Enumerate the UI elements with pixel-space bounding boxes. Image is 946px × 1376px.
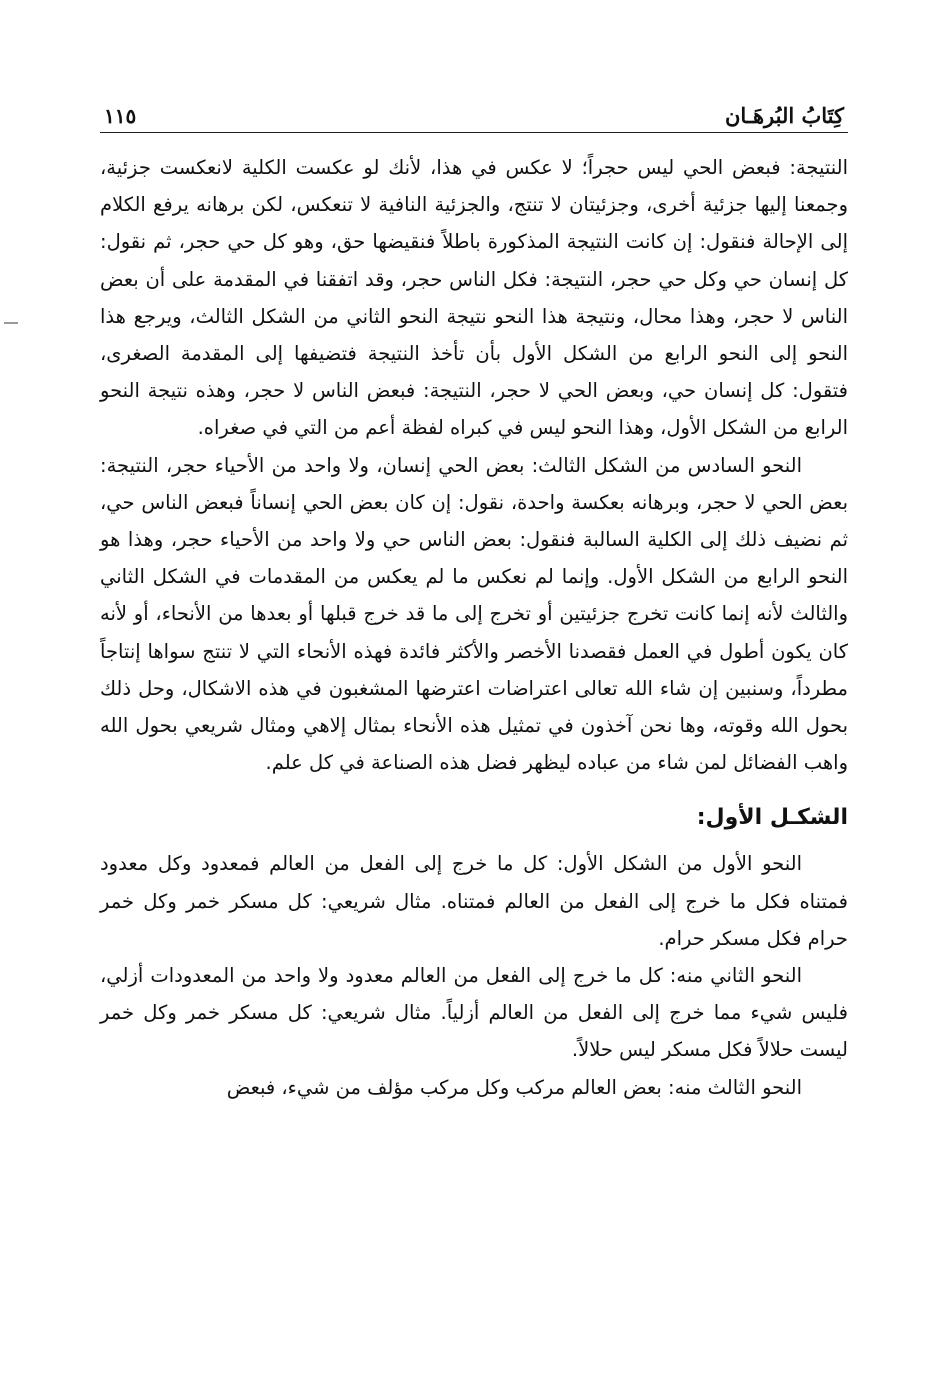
book-page bbox=[100, 84, 848, 1106]
paragraph-second-mood: النحو الثاني منه: كل ما خرج إلى الفعل من العالم معدود ولا واحد من المعدودات أزلي، فليس شيء مما خرج إلى الفعل من العالم أزلياً. مثال شريعي: كل مسكر خمر وكل خمر ليست حلالاً فكل مسكر ليس حلالاً. bbox=[100, 964, 848, 1062]
paragraph-conclusion: النتيجة: فبعض الحي ليس حجراً؛ لا عكس في هذا، لأنك لو عكست الكلية لانعكست جزئية، وجمعنا إليها جزئية أخرى، وجزئيتان لا تنتج، والجزئية النافية لا تنعكس، لكن برهانه يرفع الكلام إلى الإحالة فنقول: إن كانت النتيجة المذكورة باطلاً فنقيضها حق، وهو كل حي حجر، ثم نقول: كل إنسان حي وكل حي حجر، النتيجة: فكل الناس حجر، وقد اتفقنا في المقدمة على أن بعض الناس لا حجر، وهذا محال، ونتيجة هذا النحو نتيجة النحو الثاني من الشكل الثالث، ويرجع هذا النحو إلى النحو الرابع من الشكل الأول بأن تأخذ النتيجة فتضيفها إلى المقدمة الصغرى، فتقول: كل إنسان حي، وبعض الحي لا حجر، النتيجة: فبعض الناس لا حجر، وهذه نتيجة النحو الرابع من الشكل الأول، وهذا النحو ليس في كبراه لفظة أعم من التي في صغراه. bbox=[100, 156, 848, 440]
section-heading-first-figure: الشكـل الأول: bbox=[696, 805, 848, 831]
paragraph-first-mood: النحو الأول من الشكل الأول: كل ما خرج إلى الفعل من العالم فمعدود وكل معدود فمتناه فكل ما خرج إلى الفعل من العالم فمتناه. مثال شريعي: كل مسكر خمر وكل خمر حرام فكل مسكر حرام. bbox=[100, 852, 848, 950]
scan-edge-mark bbox=[4, 322, 18, 324]
paragraph-sixth-mood: النحو السادس من الشكل الثالث: بعض الحي إنسان، ولا واحد من الأحياء حجر، النتيجة: بعض الحي لا حجر، وبرهانه بعكسة واحدة، نقول: إن كان بعض الحي إنساناً فبعض الناس حي، ثم نضيف ذلك إلى الكلية السالبة فنقول: بعض الناس حي ولا واحد من الأحياء حجر، وهذا هو النحو الرابع من الشكل الأول. وإنما لم نعكس ما لم يعكس من المقدمات في الشكل الثاني والثالث لأنه إنما كانت تخرج جزئيتين أو تخرج إلى ما قد خرج قبلها أو بعدها من الأنحاء، أو لأنه كان يكون أطول في العمل فقصدنا الأخصر والأكثر فائدة فهذه الأنحاء التي لا تنتج سواها إنتاجاً مطرداً، وسنبين إن شاء الله تعالى اعتراضات اعترضها المشغبون في هذه الاشكال، وحل ذلك بحول الله وقوته، وها نحن آخذون في تمثيل هذه الأنحاء بمثال إلاهي ومثال شريعي بحول الله واهب الفضائل لمن شاء من عباده ليظهر فضل هذه الصناعة في كل علم. bbox=[100, 453, 848, 775]
book-title: كِتَابُ البُرهَـان bbox=[724, 103, 844, 128]
running-header bbox=[100, 84, 848, 133]
page-number: ١١٥ bbox=[104, 104, 137, 128]
paragraph-third-mood: النحو الثالث منه: بعض العالم مركب وكل مركب مؤلف من شيء، فبعض bbox=[226, 1075, 802, 1099]
page-body bbox=[100, 149, 848, 1106]
